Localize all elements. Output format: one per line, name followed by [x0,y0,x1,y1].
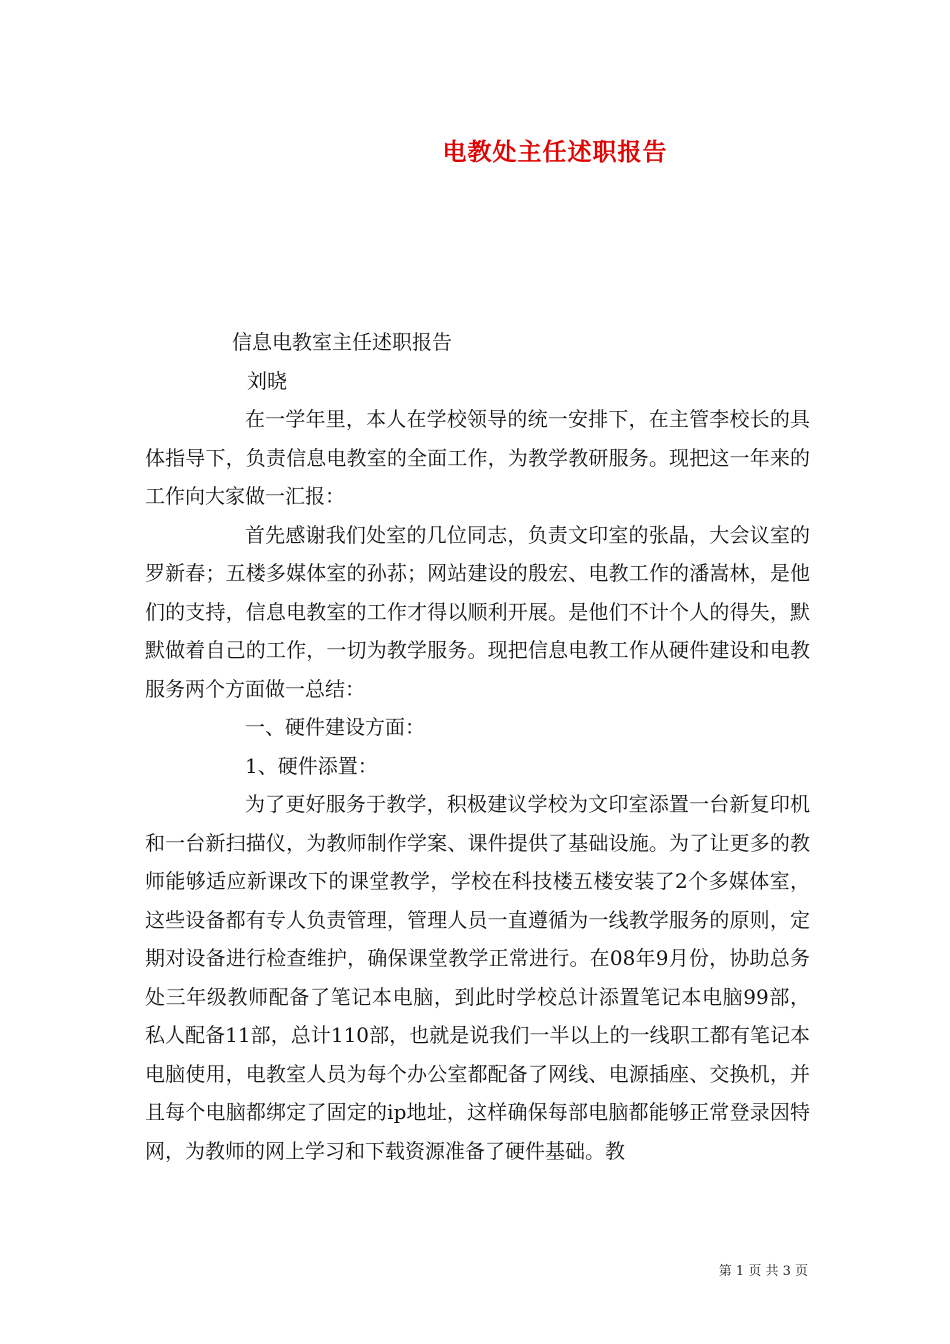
document-title: 电教处主任述职报告 [442,137,668,166]
paragraph-thanks: 首先感谢我们处室的几位同志，负责文印室的张晶，大会议室的罗新春；五楼多媒体室的孙荪；网站建设的殷宏、电教工作的潘嵩林，是他们的支持，信息电教室的工作才得以顺利开展。是他们不计个人的得失，默默做着自己的工作，一切为教学服务。现把信息电教工作从硬件建设和电教服务两个方面做一总结： [145,522,810,701]
paragraph-hardware-details: 为了更好服务于教学，积极建议学校为文印室添置一台新复印机和一台新扫描仪，为教师制作学案、课件提供了基础设施。为了让更多的教师能够适应新课改下的课堂教学，学校在科技楼五楼安装了2个多媒体室，这些设备都有专人负责管理，管理人员一直遵循为一线教学服务的原则，定期对设备进行检查维护，确保课堂教学正常进行。在08年9月份，协助总务处三年级教师配备了笔记本电脑，到此时学校总计添置笔记本电脑99部，私人配备11部，总计110部，也就是说我们一半以上的一线职工都有笔记本电脑使用，电教室人员为每个办公室都配备了网线、电源插座、交换机，并且每个电脑都绑定了固定的ip地址，这样确保每部电脑都能够正常登录因特网，为教师的网上学习和下载资源准备了硬件基础。教 [145,792,810,1163]
document-body [145,400,810,1170]
subsection-heading-purchase: 1、硬件添置： [245,753,378,778]
section-heading-hardware: 一、硬件建设方面： [245,715,425,739]
author-name: 刘晓 [247,369,287,393]
report-subtitle: 信息电教室主任述职报告 [232,330,452,354]
paragraph-intro: 在一学年里，本人在学校领导的统一安排下，在主管李校长的具体指导下，负责信息电教室的全面工作，为教学教研服务。现把这一年来的工作向大家做一汇报： [145,407,810,508]
page-number-footer: 第 1 页 共 3 页 [718,1264,808,1279]
